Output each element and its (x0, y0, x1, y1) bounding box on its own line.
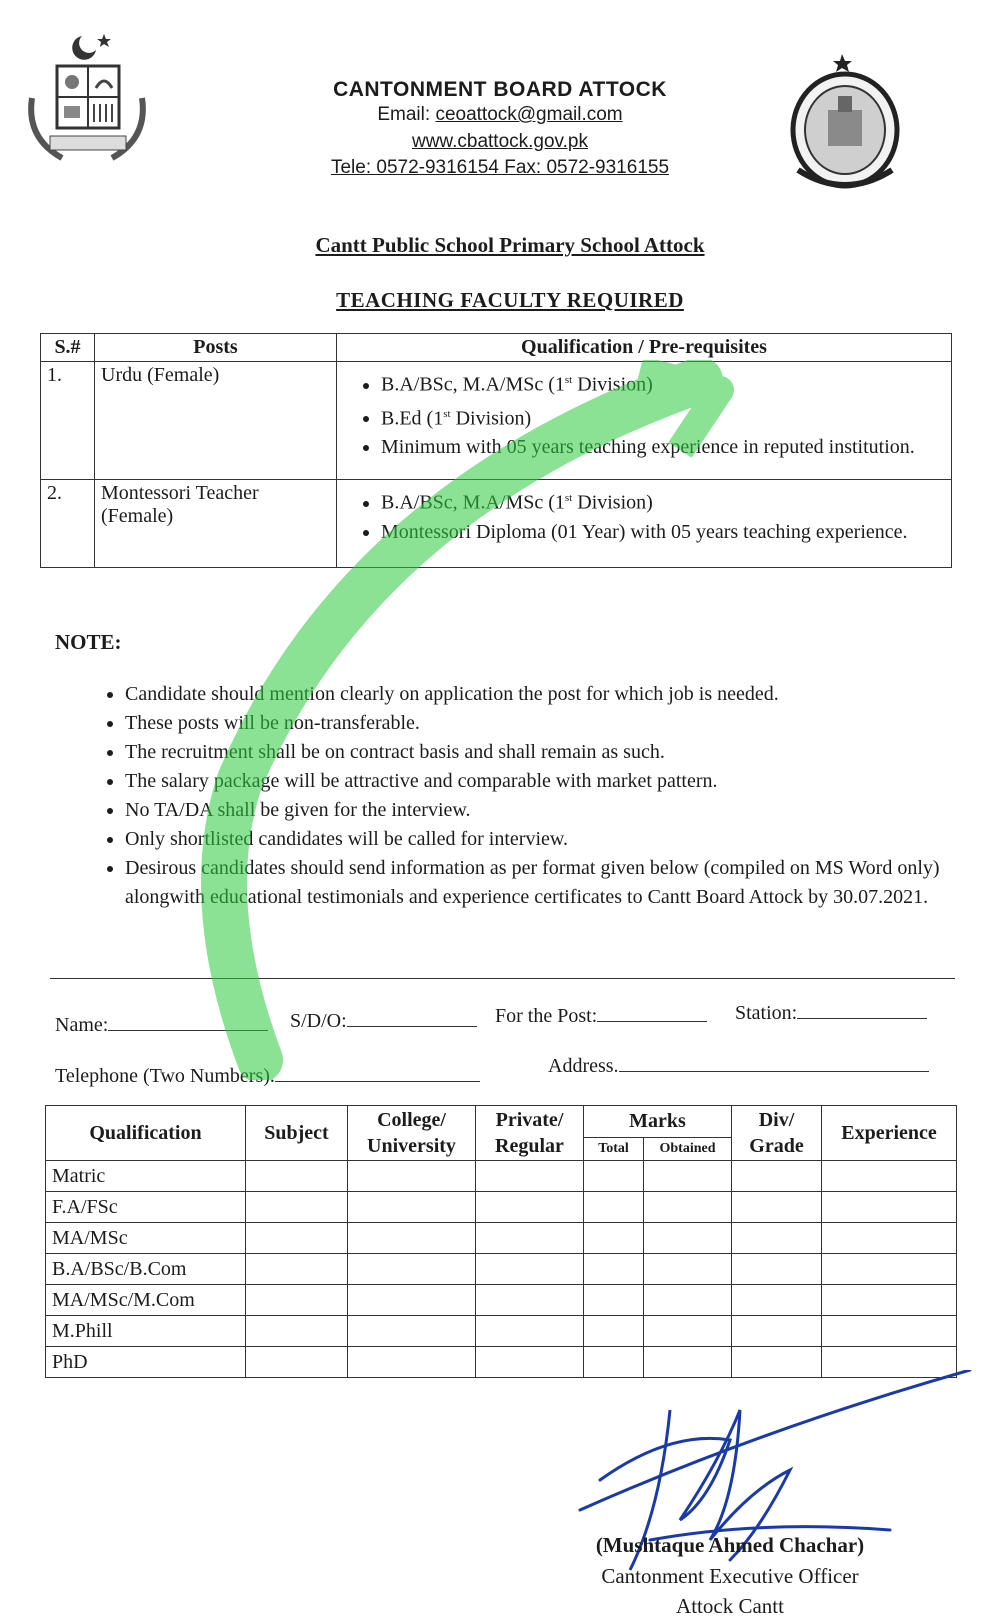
station-field[interactable]: Station: (735, 1000, 927, 1025)
table-cell[interactable] (584, 1192, 644, 1223)
email-link[interactable]: ceoattock@gmail.com (435, 104, 623, 125)
table-cell[interactable] (246, 1161, 348, 1192)
page-heading: TEACHING FACULTY REQUIRED (336, 288, 684, 312)
table-cell[interactable] (644, 1192, 732, 1223)
table-cell[interactable] (584, 1161, 644, 1192)
header-qualification: Qualification (46, 1106, 246, 1161)
table-cell[interactable] (822, 1254, 957, 1285)
row-post: Urdu (Female) (95, 362, 337, 480)
row-sno: 2. (41, 480, 95, 568)
row-label: MA/MSc/M.Com (46, 1285, 246, 1316)
table-cell[interactable] (476, 1316, 584, 1347)
list-item: • Candidate should mention clearly on application the post for which job is needed. (125, 680, 983, 709)
table-cell[interactable] (732, 1285, 822, 1316)
row-qualifications (337, 362, 952, 480)
header-experience: Experience (822, 1106, 957, 1161)
table-cell[interactable] (644, 1161, 732, 1192)
row-label: MA/MSc (46, 1223, 246, 1254)
telephone-field[interactable]: Telephone (Two Numbers). (55, 1063, 480, 1088)
list-item: • B.A/BSc, M.A/MSc (1st Division) (381, 366, 945, 400)
table-cell[interactable] (348, 1347, 476, 1378)
table-cell[interactable] (246, 1192, 348, 1223)
table-cell[interactable] (476, 1192, 584, 1223)
header-div: Div/ Grade (732, 1106, 822, 1161)
email-label: Email: (377, 104, 436, 125)
table-cell[interactable] (476, 1161, 584, 1192)
header-private: Private/ Regular (476, 1106, 584, 1161)
table-cell[interactable] (348, 1161, 476, 1192)
row-label: Matric (46, 1161, 246, 1192)
table-cell[interactable] (644, 1316, 732, 1347)
sdo-field[interactable]: S/D/O: (290, 1008, 477, 1033)
row-label: B.A/BSc/B.Com (46, 1254, 246, 1285)
header-total: Total (584, 1137, 644, 1160)
signatory-designation: Cantonment Executive Officer (601, 1564, 859, 1588)
table-cell[interactable] (348, 1254, 476, 1285)
list-item: • Desirous candidates should send information as per format given below (compiled on MS Word only) alongwith educational testimonials and experience certificates to Cantt Board Attock by 30.07.2021. (125, 854, 983, 912)
table-row (46, 1316, 957, 1347)
table-cell[interactable] (644, 1254, 732, 1285)
row-label: F.A/FSc (46, 1192, 246, 1223)
table-cell[interactable] (822, 1161, 957, 1192)
row-label: M.Phill (46, 1316, 246, 1347)
table-cell[interactable] (348, 1316, 476, 1347)
header-posts: Posts (95, 334, 337, 362)
list-item: • Minimum with 05 years teaching experience in reputed institution. (381, 433, 945, 462)
table-cell[interactable] (822, 1223, 957, 1254)
signatory-name: (Mushtaque Ahmed Chachar) (595, 1533, 865, 1557)
table-cell[interactable] (246, 1285, 348, 1316)
table-cell[interactable] (348, 1285, 476, 1316)
address-field[interactable]: Address. (548, 1053, 929, 1078)
organization-title: CANTONMENT BOARD ATTOCK (333, 78, 667, 101)
table-cell[interactable] (246, 1316, 348, 1347)
table-row (41, 480, 952, 568)
table-cell[interactable] (584, 1316, 644, 1347)
table-cell[interactable] (246, 1254, 348, 1285)
table-row (46, 1192, 957, 1223)
cantonment-board-seal-logo (790, 52, 925, 192)
table-cell[interactable] (476, 1254, 584, 1285)
posts-table-header (41, 334, 952, 362)
qualification-table (45, 1105, 957, 1378)
notes-list (80, 680, 983, 912)
table-row (46, 1254, 957, 1285)
header-college: College/ University (348, 1106, 476, 1161)
signatory-place: Attock Cantt (676, 1594, 784, 1618)
list-item: • B.A/BSc, M.A/MSc (1st Division) (381, 484, 945, 518)
list-item: • Montessori Diploma (01 Year) with 05 years teaching experience. (381, 518, 945, 547)
post-field[interactable]: For the Post: (495, 1003, 707, 1028)
table-cell[interactable] (584, 1223, 644, 1254)
table-cell[interactable] (732, 1192, 822, 1223)
table-cell[interactable] (732, 1223, 822, 1254)
list-item: • The recruitment shall be on contract basis and shall remain as such. (125, 738, 983, 767)
table-cell[interactable] (246, 1223, 348, 1254)
row-sno: 1. (41, 362, 95, 480)
table-cell[interactable] (246, 1347, 348, 1378)
table-cell[interactable] (732, 1254, 822, 1285)
list-item: • Only shortlisted candidates will be called for interview. (125, 825, 983, 854)
table-cell[interactable] (644, 1285, 732, 1316)
header-marks: Marks (584, 1106, 732, 1138)
note-heading: NOTE: (55, 630, 122, 654)
header-obtained: Obtained (644, 1137, 732, 1160)
table-cell[interactable] (584, 1254, 644, 1285)
name-field[interactable]: Name: (55, 1012, 268, 1037)
posts-table (40, 333, 952, 568)
table-cell[interactable] (732, 1161, 822, 1192)
list-item: • The salary package will be attractive and comparable with market pattern. (125, 767, 983, 796)
header-sno: S.# (41, 334, 95, 362)
row-qualifications (337, 480, 952, 568)
table-cell[interactable] (822, 1285, 957, 1316)
list-item: • B.Ed (1st Division) (381, 400, 945, 434)
list-item: • These posts will be non-transferable. (125, 709, 983, 738)
table-cell[interactable] (644, 1223, 732, 1254)
table-cell[interactable] (476, 1285, 584, 1316)
table-row (46, 1223, 957, 1254)
divider (50, 978, 955, 979)
table-row (46, 1161, 957, 1192)
state-emblem-logo (22, 28, 152, 168)
table-cell[interactable] (584, 1285, 644, 1316)
contact-line: Tele: 0572-9316154 Fax: 0572-9316155 (330, 157, 670, 178)
school-name: Cantt Public School Primary School Attock (315, 233, 705, 257)
header-qualification: Qualification / Pre-requisites (337, 334, 952, 362)
header-subject: Subject (246, 1106, 348, 1161)
table-cell[interactable] (476, 1223, 584, 1254)
table-cell[interactable] (732, 1316, 822, 1347)
row-label: PhD (46, 1347, 246, 1378)
email-line (270, 104, 730, 126)
table-cell[interactable] (822, 1316, 957, 1347)
qualification-table-header (46, 1106, 957, 1138)
table-cell[interactable] (822, 1192, 957, 1223)
table-cell[interactable] (348, 1223, 476, 1254)
website-link[interactable]: www.cbattock.gov.pk (411, 131, 588, 152)
row-post: Montessori Teacher (Female) (95, 480, 337, 568)
table-row (41, 362, 952, 480)
list-item: • No TA/DA shall be given for the interview. (125, 796, 983, 825)
table-cell[interactable] (348, 1192, 476, 1223)
table-row (46, 1285, 957, 1316)
